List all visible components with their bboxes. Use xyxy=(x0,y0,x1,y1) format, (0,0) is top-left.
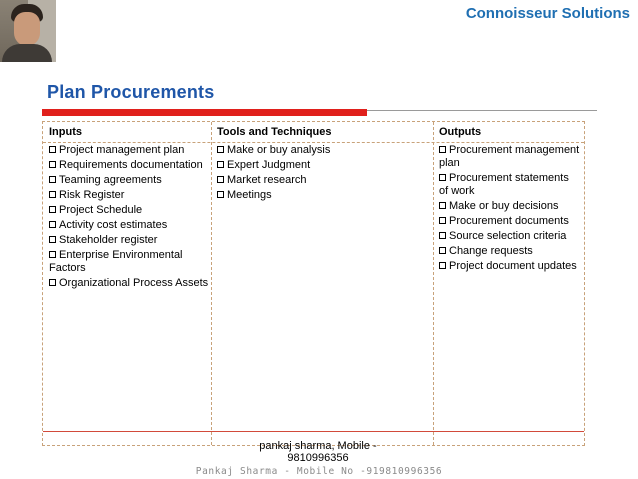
checkbox-square-icon xyxy=(49,176,56,183)
column-header-inputs: Inputs xyxy=(49,126,82,138)
list-item: Requirements documentation xyxy=(49,159,209,172)
checkbox-square-icon xyxy=(49,221,56,228)
author-credit xyxy=(248,440,388,464)
list-item: Stakeholder register xyxy=(49,234,209,247)
column-header-outputs: Outputs xyxy=(439,126,482,138)
column-divider xyxy=(433,122,434,445)
list-item: Risk Register xyxy=(49,189,209,202)
checkbox-square-icon xyxy=(439,146,446,153)
checkbox-square-icon xyxy=(439,262,446,269)
list-item: Procurement statements of work xyxy=(439,172,569,197)
list-item: Meetings xyxy=(217,189,429,202)
list-item: Market research xyxy=(217,174,429,187)
list-item: Change requests xyxy=(439,245,581,258)
list-item: Procurement management plan xyxy=(439,144,580,169)
presenter-photo xyxy=(0,0,56,62)
list-item: Activity cost estimates xyxy=(49,219,209,232)
checkbox-square-icon xyxy=(217,191,224,198)
author-credit-line: pankaj sharma, Mobile - xyxy=(259,440,377,452)
list-item: Make or buy analysis xyxy=(217,144,429,157)
title-underline-grey xyxy=(367,110,597,111)
slide-title: Plan Procurements xyxy=(47,82,215,102)
inputs-list xyxy=(49,144,209,292)
list-item: Organizational Process Assets xyxy=(49,277,209,290)
column-header-tools: Tools and Techniques xyxy=(217,126,332,138)
author-credit-line: 9810996356 xyxy=(287,452,349,464)
slide-footer: Pankaj Sharma - Mobile No -919810996356 xyxy=(195,466,443,477)
checkbox-square-icon xyxy=(439,174,446,181)
tools-list xyxy=(217,144,429,204)
checkbox-square-icon xyxy=(217,161,224,168)
checkbox-square-icon xyxy=(49,146,56,153)
checkbox-square-icon xyxy=(217,146,224,153)
list-item: Procurement documents xyxy=(439,215,581,228)
list-item: Project management plan xyxy=(49,144,209,157)
title-underline-red xyxy=(42,109,367,116)
outputs-list xyxy=(439,144,581,275)
company-name: Connoisseur Solutions xyxy=(465,5,630,22)
list-item: Project document updates xyxy=(439,260,581,273)
checkbox-square-icon xyxy=(49,251,56,258)
checkbox-square-icon xyxy=(439,217,446,224)
list-item: Teaming agreements xyxy=(49,174,209,187)
list-item: Enterprise Environmental Factors xyxy=(49,249,183,274)
checkbox-square-icon xyxy=(439,202,446,209)
checkbox-square-icon xyxy=(49,206,56,213)
checkbox-square-icon xyxy=(439,247,446,254)
table-bottom-rule xyxy=(43,431,584,432)
procurement-table xyxy=(42,121,585,446)
checkbox-square-icon xyxy=(49,161,56,168)
column-divider xyxy=(211,122,212,445)
list-item: Source selection criteria xyxy=(439,230,581,243)
checkbox-square-icon xyxy=(439,232,446,239)
checkbox-square-icon xyxy=(49,191,56,198)
checkbox-square-icon xyxy=(49,279,56,286)
header-divider xyxy=(43,142,584,143)
list-item: Project Schedule xyxy=(49,204,209,217)
list-item: Expert Judgment xyxy=(217,159,429,172)
list-item: Make or buy decisions xyxy=(439,200,581,213)
checkbox-square-icon xyxy=(217,176,224,183)
checkbox-square-icon xyxy=(49,236,56,243)
